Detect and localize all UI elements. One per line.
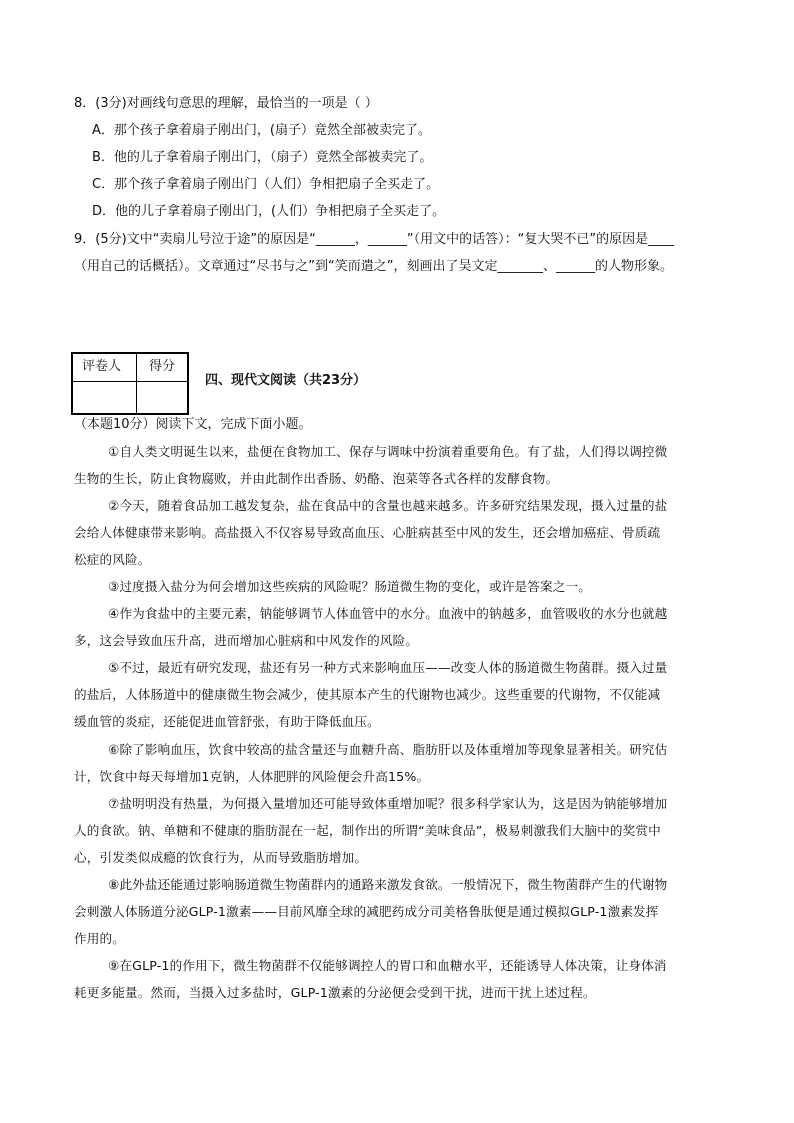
paragraph-5-line-3: 缓血管的炎症，还能促进血管舒张，有助于降低血压。 [74, 714, 380, 729]
paragraph-7-line-3: 心，引发类似成瘾的饮食行为，从而导致脂肪增加。 [74, 850, 368, 865]
paragraph-1-line-1: ①自人类文明诞生以来，盐便在食物加工、保存与调味中扮演着重要角色。有了盐，人们得以调控微 [108, 444, 668, 459]
section-title: 四、现代文阅读（共23分） [205, 373, 367, 388]
paragraph-3-line-1: ③过度摄入盐分为何会增加这些疾病的风险呢？肠道微生物的变化，或许是答案之一。 [108, 579, 591, 594]
question-8-option-b: B．他的儿子拿着扇子刚出门，（扇子）竟然全部被卖完了。 [92, 150, 433, 165]
question-9-line-1: 9．(5分)文中“卖扇儿号泣于途”的原因是“______，______”（用文中的话答）：“复大哭不已”的原因是____ [74, 232, 675, 247]
paragraph-2-line-1: ②今天，随着食品加工越发复杂，盐在食品中的含量也越来越多。许多研究结果发现，摄入过量的盐 [108, 498, 668, 513]
paragraph-6-line-1: ⑥除了影响血压，饮食中较高的盐含量还与血糖升高、脂肪肝以及体重增加等现象显著相关。研究估 [108, 742, 668, 757]
question-8-option-a: A．那个孩子拿着扇子刚出门，(扇子）竟然全部被卖完了。 [92, 123, 431, 138]
paragraph-9-line-1: ⑨在GLP-1的作用下，微生物菌群不仅能够调控人的胃口和血糖水平，还能诱导人体决策，让身体消 [108, 958, 667, 973]
paragraph-2-line-2: 会给人体健康带来影响。高盐摄入不仅容易导致高血压、心脏病甚至中风的发生，还会增加癌症、骨质疏 [74, 525, 661, 540]
paragraph-9-line-2: 耗更多能量。然而，当摄入过多盐时，GLP-1激素的分泌便会受到干扰，进而干扰上述过程。 [74, 985, 596, 1000]
question-8-option-d: D．他的儿子拿着扇子刚出门，(人们）争相把扇子全买走了。 [92, 204, 446, 219]
paragraph-5-line-1: ⑤不过，最近有研究发现，盐还有另一种方式来影响血压——改变人体的肠道微生物菌群。摄入过量 [108, 660, 668, 675]
paragraph-8-line-3: 作用的。 [74, 931, 125, 946]
question-8-option-c: C．那个孩子拿着扇子刚出门（人们）争相把扇子全买走了。 [92, 177, 440, 192]
paragraph-7-line-2: 人的食欲。钠、单糖和不健康的脂肪混在一起，制作出的所谓“美味食品”，极易刺激我们大脑中的奖赏中 [74, 823, 661, 838]
score-table [71, 352, 189, 415]
paragraph-8-line-1: ⑧此外盐还能通过影响肠道微生物菌群内的通路来激发食欲。一般情况下，微生物菌群产生的代谢物 [108, 877, 668, 892]
question-9-line-2: （用自己的话概括）。文章通过“尽书与之”到“笑而遣之”，刻画出了吴文定_______、______的人物形象。 [74, 259, 673, 274]
paragraph-5-line-2: 的盐后，人体肠道中的健康微生物会减少，使其原本产生的代谢物也减少。这些重要的代谢物，不仅能减 [74, 687, 661, 702]
paragraph-1-line-2: 生物的生长，防止食物腐败，并由此制作出香肠、奶酪、泡菜等各式各样的发酵食物。 [74, 471, 559, 486]
paragraph-2-line-3: 松症的风险。 [74, 552, 151, 567]
score-table-score-header: 得分 [149, 359, 176, 374]
question-8-stem: 8．(3分)对画线句意思的理解，最恰当的一项是（ ） [74, 96, 378, 111]
paragraph-4-line-2: 多，这会导致血压升高，进而增加心脏病和中风发作的风险。 [74, 633, 419, 648]
score-table-reviewer-header: 评卷人 [82, 359, 122, 374]
reading-intro: （本题10分）阅读下文，完成下面小题。 [74, 417, 312, 432]
paragraph-6-line-2: 计，饮食中每天每增加1克钠，人体肥胖的风险便会升高15%。 [74, 769, 430, 784]
paragraph-7-line-1: ⑦盐明明没有热量，为何摄入量增加还可能导致体重增加呢？很多科学家认为，这是因为钠能够增加 [108, 796, 668, 811]
paragraph-4-line-1: ④作为食盐中的主要元素，钠能够调节人体血管中的水分。血液中的钠越多，血管吸收的水分也就越 [108, 606, 668, 621]
paragraph-8-line-2: 会刺激人体肠道分泌GLP-1激素——目前风靡全球的减肥药成分司美格鲁肽便是通过模拟GLP-1激素发挥 [74, 904, 659, 919]
